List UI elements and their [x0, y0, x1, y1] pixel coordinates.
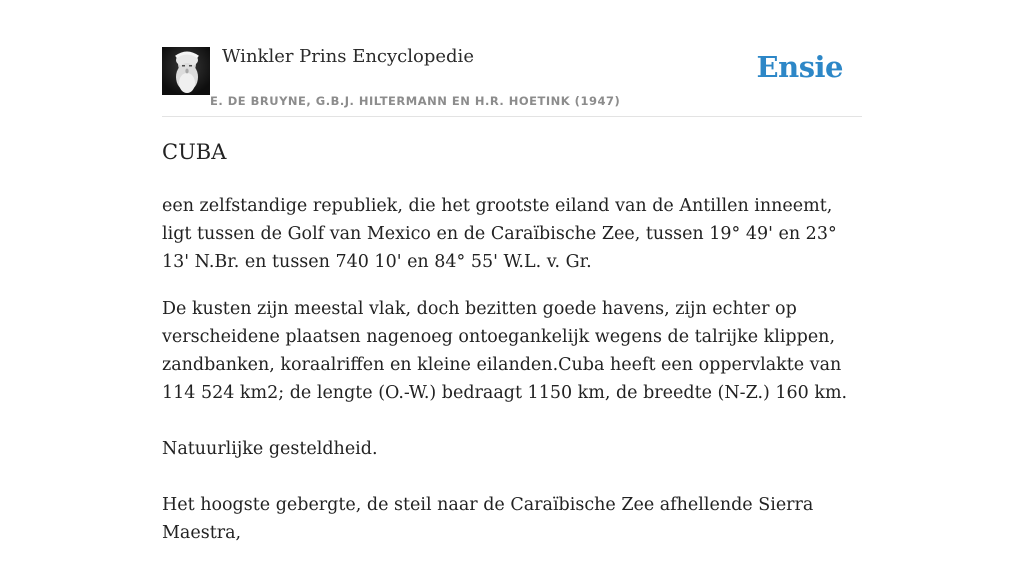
- author-byline: E. DE BRUYNE, G.B.J. HILTERMANN EN H.R. HOETINK (1947): [210, 94, 621, 108]
- page-container: [162, 0, 862, 543]
- portrait-bearded-man-icon: [162, 47, 210, 95]
- ensie-logo[interactable]: Ensie: [756, 50, 843, 84]
- article-title: CUBA: [162, 140, 227, 164]
- avatar-image: [162, 47, 210, 95]
- site-title[interactable]: Winkler Prins Encyclopedie: [222, 46, 474, 67]
- section-heading: Natuurlijke gesteldheid.: [162, 439, 378, 459]
- article-paragraph: een zelfstandige republiek, die het grootste eiland van de Antillen inneemt, ligt tussen de Golf van Mexico en de Caraïbische Zee, tussen 19° 49' en 23° 13' N.Br. en tussen 740 10' en 84° 55' W.L. v. Gr.: [162, 196, 837, 272]
- article-paragraph: Het hoogste gebergte, de steil naar de Caraïbische Zee afhellende Sierra Maestra,: [162, 495, 814, 543]
- article-paragraph: De kusten zijn meestal vlak, doch bezitten goede havens, zijn echter op verscheidene plaatsen nagenoeg ontoegankelijk wegens de talrijke klippen, zandbanken, koraalriffen en kleine eilanden.Cuba heeft een oppervlakte van 114 524 km2; de lengte (O.-W.) bedraagt 1150 km, de breedte (N-Z.) 160 km.: [162, 299, 848, 403]
- site-header: [162, 0, 862, 117]
- article-body: [162, 192, 862, 566]
